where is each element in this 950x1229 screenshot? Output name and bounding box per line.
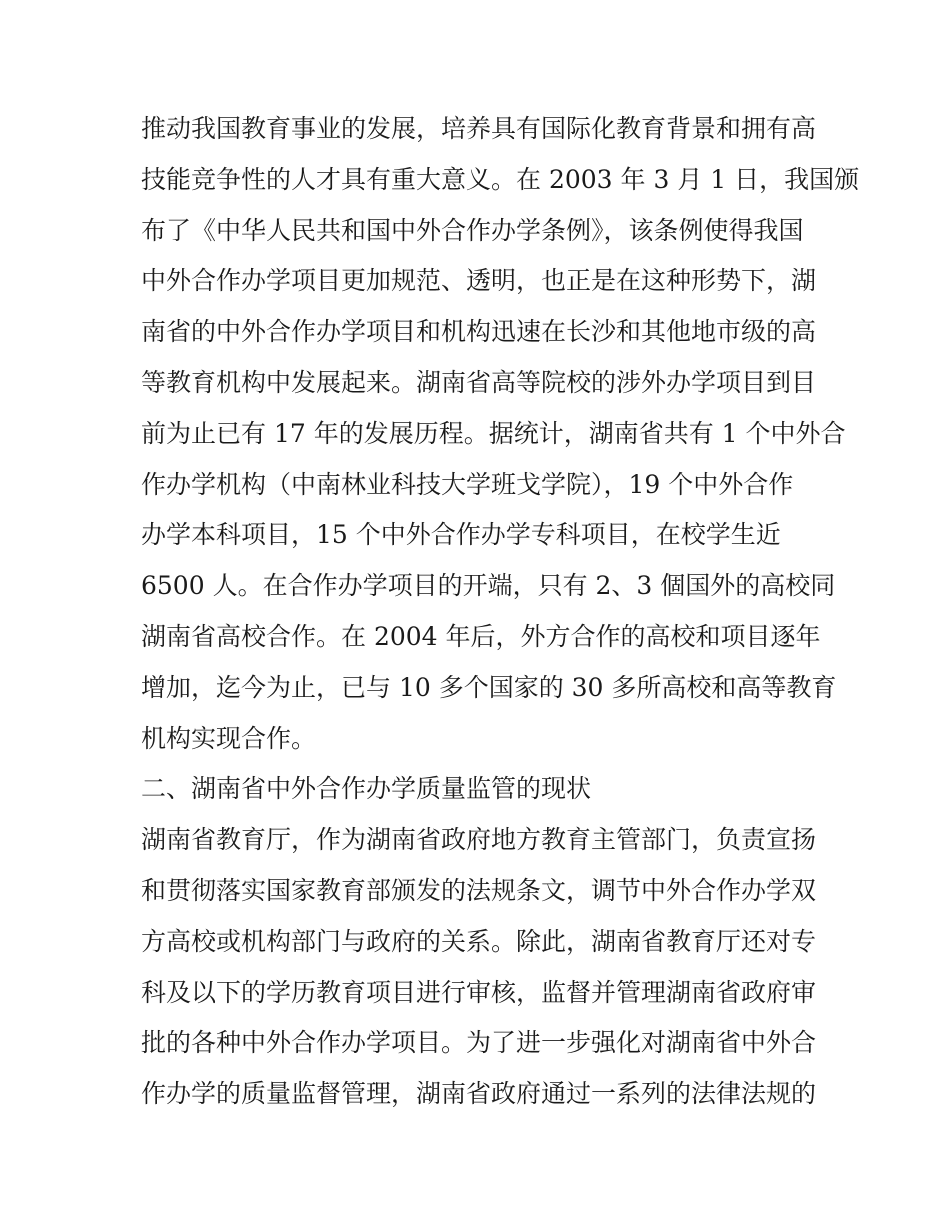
text-line: 前为止已有 17 年的发展历程。据统计，湖南省共有 1 个中外合 [141,418,846,448]
text-line: 布了《中华人民共和国中外合作办学条例》，该条例使得我国 [141,215,804,245]
text-line: 作办学机构（中南林业科技大学班戈学院），19 个中外合作 [141,469,794,499]
text-line: 中外合作办学项目更加规范、透明，也正是在这种形势下，湖 [141,266,817,296]
text-line: 技能竞争性的人才具有重大意义。在 2003 年 3 月 1 日，我国颁 [141,164,860,194]
text-line: 科及以下的学历教育项目进行审核，监督并管理湖南省政府审 [141,977,817,1007]
text-line: 办学本科项目，15 个中外合作办学专科项目，在校学生近 [141,520,781,550]
text-line: 增加，迄今为止，已与 10 多个国家的 30 多所高校和高等教育 [141,672,837,702]
text-line: 6500 人。在合作办学项目的开端，只有 2、3 個国外的高校同 [141,571,836,601]
text-line: 机构实现合作。 [141,723,317,753]
document-body [141,104,860,1120]
text-line: 和贯彻落实国家教育部颁发的法规条文，调节中外合作办学双 [141,875,817,905]
section-heading: 二、湖南省中外合作办学质量监管的现状 [141,774,592,804]
text-line: 推动我国教育事业的发展，培养具有国际化教育背景和拥有高 [141,114,817,143]
text-line: 等教育机构中发展起来。湖南省高等院校的涉外办学项目到目 [141,367,817,397]
text-line: 作办学的质量监督管理，湖南省政府通过一系列的法律法规的 [141,1079,817,1109]
text-line: 方高校或机构部门与政府的关系。除此，湖南省教育厅还对专 [141,926,817,956]
text-line: 南省的中外合作办学项目和机构迅速在长沙和其他地市级的高 [141,317,817,347]
text-line: 湖南省高校合作。在 2004 年后，外方合作的高校和项目逐年 [141,621,821,651]
text-line: 湖南省教育厅，作为湖南省政府地方教育主管部门，负责宣扬 [141,825,817,855]
text-line: 批的各种中外合作办学项目。为了进一步强化对湖南省中外合 [141,1028,817,1058]
